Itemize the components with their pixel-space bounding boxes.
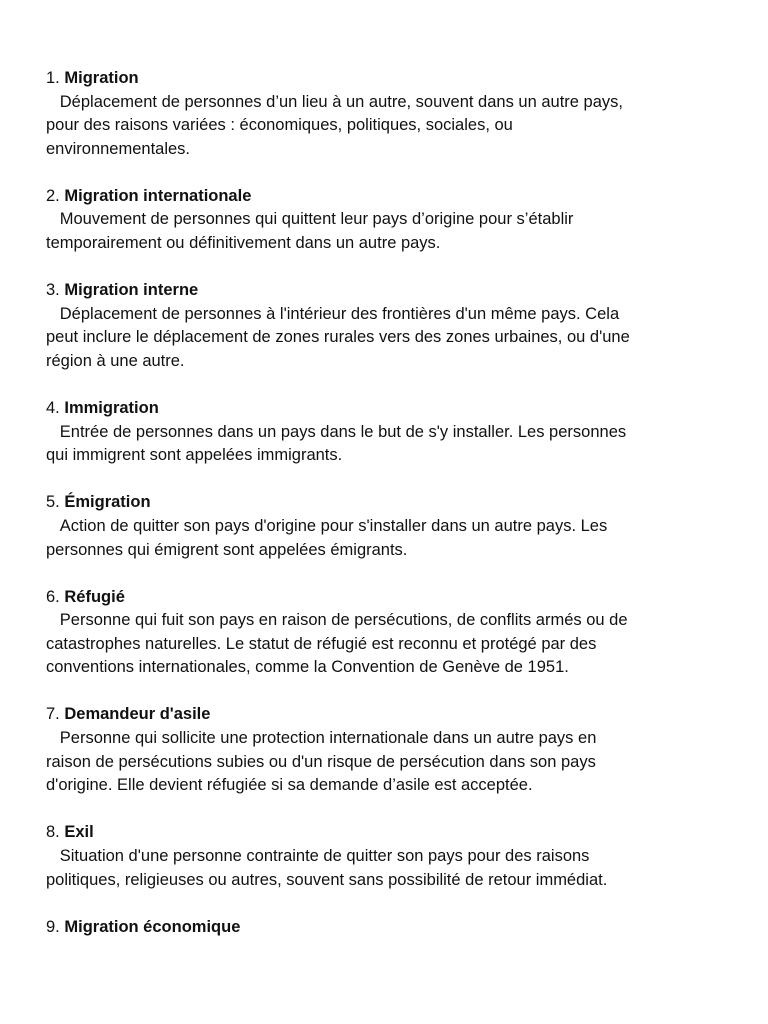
entry-description: Déplacement de personnes à l'intérieur des frontières d'un même pays. Cela peut inclure le déplacement de zones rurales vers des zones urbaines, ou d'une région à une autre. [46, 304, 630, 370]
entry-term: Migration interne [64, 281, 199, 300]
entry-number: 7. [46, 705, 60, 724]
entry-number: 8. [46, 823, 60, 842]
glossary-entry [46, 397, 726, 468]
entry-term: Réfugié [64, 587, 125, 606]
glossary-entry [46, 185, 726, 256]
entry-heading [46, 916, 726, 940]
entry-heading [46, 67, 726, 91]
glossary-entry [46, 491, 726, 562]
entry-number: 5. [46, 493, 60, 512]
entry-description: Mouvement de personnes qui quittent leur pays d’origine pour s’établir temporairement ou définitivement dans un autre pays. [46, 210, 574, 253]
entry-heading [46, 279, 726, 303]
entry-term: Migration internationale [64, 186, 252, 205]
entry-description: Personne qui fuit son pays en raison de persécutions, de conflits armés ou de catastrophes naturelles. Le statut de réfugié est reconnu et protégé par des conventions internationales, comme la Convention de Genève de 1951. [46, 611, 628, 677]
glossary-document [46, 67, 726, 963]
glossary-entry [46, 916, 726, 940]
glossary-entry [46, 586, 726, 680]
entry-term: Immigration [64, 399, 159, 418]
entry-term: Migration [64, 69, 139, 87]
entry-heading [46, 397, 726, 421]
entry-description: Entrée de personnes dans un pays dans le but de s'y installer. Les personnes qui immigrent sont appelées immigrants. [46, 422, 627, 465]
entry-heading [46, 703, 726, 727]
entry-term: Exil [64, 823, 94, 842]
entry-term: Émigration [64, 493, 151, 512]
glossary-entry [46, 67, 726, 161]
entry-number: 6. [46, 587, 60, 606]
entry-heading [46, 185, 726, 209]
entry-number: 3. [46, 281, 60, 300]
glossary-entry [46, 279, 726, 373]
entry-number: 1. [46, 69, 60, 87]
entry-number: 9. [46, 917, 60, 936]
entry-description: Action de quitter son pays d'origine pour s'installer dans un autre pays. Les personnes qui émigrent sont appelées émigrants. [46, 516, 608, 559]
entry-term: Demandeur d'asile [64, 705, 211, 724]
glossary-entry [46, 703, 726, 797]
entry-heading [46, 491, 726, 515]
entry-number: 2. [46, 186, 60, 205]
entry-heading [46, 586, 726, 610]
entry-description: Personne qui sollicite une protection internationale dans un autre pays en raison de persécutions subies ou d'un risque de persécution dans son pays d'origine. Elle devient réfugiée si sa demande d’asile est acceptée. [46, 729, 597, 795]
entry-description: Situation d'une personne contrainte de quitter son pays pour des raisons politiques, religieuses ou autres, souvent sans possibilité de retour immédiat. [46, 846, 608, 889]
entry-term: Migration économique [64, 917, 241, 936]
glossary-entry [46, 821, 726, 892]
entry-heading [46, 821, 726, 845]
entry-number: 4. [46, 399, 60, 418]
entry-description: Déplacement de personnes d’un lieu à un autre, souvent dans un autre pays, pour des raisons variées : économiques, politiques, sociales, ou environnementales. [46, 92, 623, 158]
